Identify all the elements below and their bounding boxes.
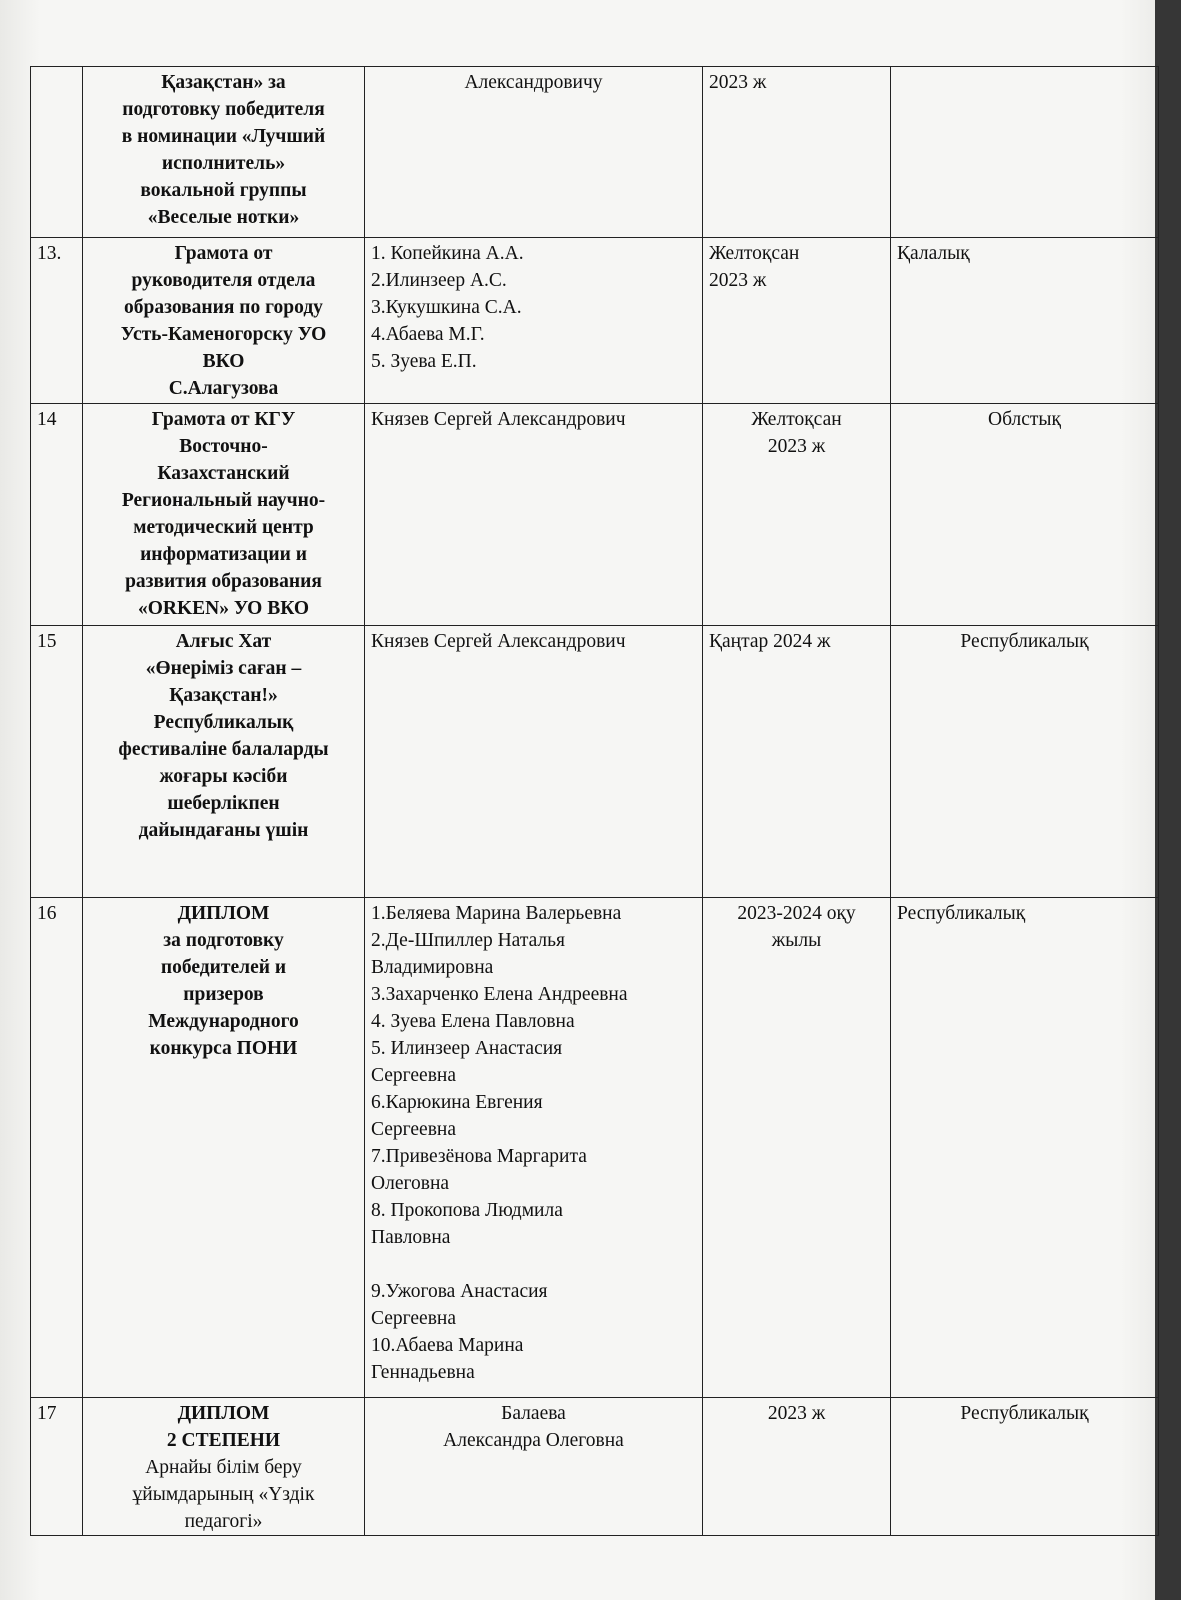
table-row [31, 1398, 1159, 1536]
award-title: ДИПЛОМ 2 СТЕПЕНИ Арнайы білім беру ұйымдарының «Үздік педагогі» [83, 1398, 365, 1536]
row-number: 15 [31, 626, 83, 898]
table-row [31, 238, 1159, 404]
award-date: 2023 ж [703, 1398, 891, 1536]
award-level: Республикалық [891, 626, 1159, 898]
award-date: Қаңтар 2024 ж [703, 626, 891, 898]
recipient-names: 1. Копейкина А.А. 2.Илинзеер А.С. 3.Кукушкина С.А. 4.Абаева М.Г. 5. Зуева Е.П. [365, 238, 703, 404]
row-number: 16 [31, 898, 83, 1398]
award-level: Республикалық [891, 898, 1159, 1398]
row-number [31, 67, 83, 238]
award-title: Грамота от КГУ Восточно- Казахстанский Региональный научно- методический центр информатизации и развития образования «ORKEN» УО ВКО [83, 404, 365, 626]
row-number: 14 [31, 404, 83, 626]
recipient-names: Князев Сергей Александрович [365, 404, 703, 626]
awards-table [30, 66, 1159, 1536]
table-row [31, 404, 1159, 626]
recipient-names: 1.Беляева Марина Валерьевна 2.Де-Шпиллер Наталья Владимировна 3.Захарченко Елена Андреевна 4. Зуева Елена Павловна 5. Илинзеер Анастасия Сергеевна 6.Карюкина Евгения Сергеевна 7.Привезёнова Маргарита Олеговна 8. Прокопова Людмила Павловна 9.Ужогова Анастасия Сергеевна 10.Абаева Марина Геннадьевна [365, 898, 703, 1398]
award-date: Желтоқсан 2023 ж [703, 238, 891, 404]
recipient-names: Александровичу [365, 67, 703, 238]
table-row [31, 67, 1159, 238]
award-date: 2023 ж [703, 67, 891, 238]
names-spacer [371, 1251, 696, 1278]
recipient-names: Князев Сергей Александрович [365, 626, 703, 898]
row-number: 13. [31, 238, 83, 404]
award-date: 2023-2024 оқу жылы [703, 898, 891, 1398]
award-level: Республикалық [891, 1398, 1159, 1536]
award-level: Қалалық [891, 238, 1159, 404]
award-title: Қазақстан» за подготовку победителя в номинации «Лучший исполнитель» вокальной группы «Веселые нотки» [83, 67, 365, 238]
award-title: Алғыс Хат «Өнеріміз саған – Қазақстан!» Республикалық фестиваліне балаларды жоғары кәсіби шеберлікпен дайындағаны үшін [83, 626, 365, 898]
award-date: Желтоқсан 2023 ж [703, 404, 891, 626]
award-level [891, 67, 1159, 238]
row-number: 17 [31, 1398, 83, 1536]
award-title: ДИПЛОМ за подготовку победителей и призеров Международного конкурса ПОНИ [83, 898, 365, 1398]
table-row [31, 626, 1159, 898]
award-level: Облстық [891, 404, 1159, 626]
recipient-names: Балаева Александра Олеговна [365, 1398, 703, 1536]
award-title: Грамота от руководителя отдела образования по городу Усть-Каменогорску УО ВКО С.Алагузова [83, 238, 365, 404]
table-row [31, 898, 1159, 1398]
